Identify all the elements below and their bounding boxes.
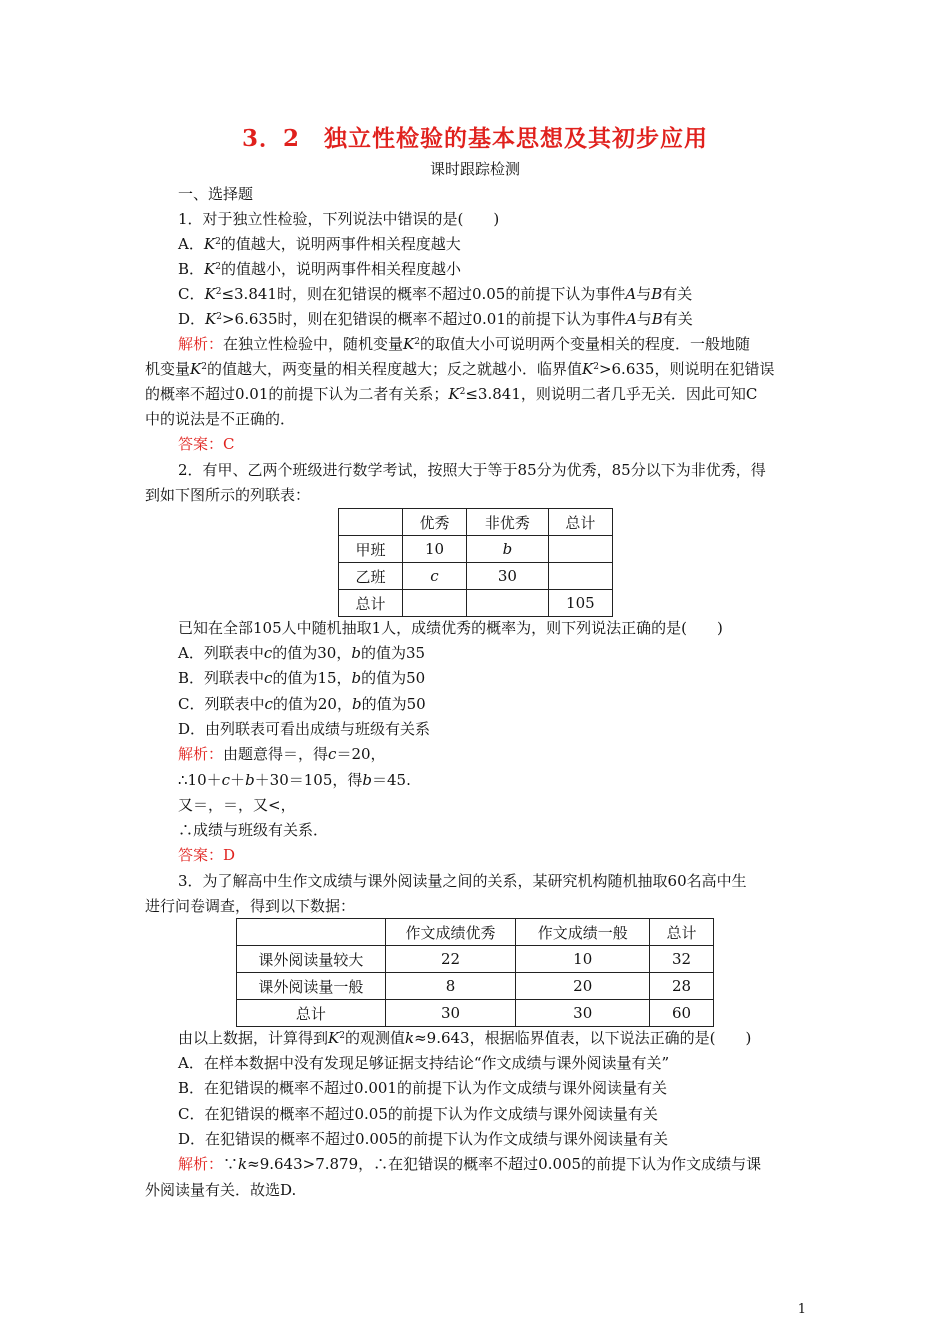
table-cell: [402, 590, 466, 617]
table-cell: [548, 563, 612, 590]
q3-stem-line-3: 由以上数据，计算得到$K^2$的观测值k≈9.643，根据临界值表，以下说法正确的是( ): [178, 1029, 752, 1047]
q2-stem-line-2: 到如下图所示的列联表：: [145, 486, 311, 504]
q2-option-b: B．列联表中c的值为15，b的值为50: [178, 669, 426, 687]
table-cell: [548, 536, 612, 563]
q2-option-a: A．列联表中c的值为30，b的值为35: [178, 644, 426, 662]
table-cell: 22: [385, 946, 516, 973]
table-cell: 10: [516, 946, 650, 973]
q1-stem: 1．对于独立性检验，下列说法中错误的是( ): [178, 210, 500, 228]
table-row: [339, 536, 613, 563]
table-row: [339, 563, 613, 590]
table-cell: b: [467, 536, 549, 563]
q1-analysis-line-4: 中的说法是不正确的．: [145, 410, 296, 428]
page-subtitle: 课时跟踪检测: [429, 160, 520, 178]
table-cell: [467, 590, 549, 617]
table-cell: 105: [548, 590, 612, 617]
q3-analysis-line-1: 解析：∵k≈9.643>7.879，∴在犯错误的概率不超过0.005的前提下认为作文成绩与课: [178, 1155, 762, 1173]
q3-option-a: A．在样本数据中没有发现足够证据支持结论“作文成绩与课外阅读量有关”: [178, 1054, 670, 1072]
table-cell: 60: [650, 1000, 714, 1027]
table-row: [237, 1000, 714, 1027]
table-row: [339, 590, 613, 617]
table-cell: 课外阅读量较大: [237, 946, 386, 973]
page-number: 1: [797, 1302, 806, 1317]
q1-option-a: A．$K^2$的值越大，说明两事件相关程度越大: [178, 235, 461, 253]
q1-answer: 答案：C: [178, 435, 235, 453]
table-cell: 30: [385, 1000, 516, 1027]
table-cell: 总计: [339, 590, 403, 617]
table-cell: 32: [650, 946, 714, 973]
q2-analysis-line-2: ∴10＋c＋b＋30＝105，得b＝45.: [178, 771, 411, 789]
table-cell: 28: [650, 973, 714, 1000]
page-title: 3．2 独立性检验的基本思想及其初步应用: [241, 125, 708, 152]
q1-analysis-line-2: 机变量$K^2$的值越大，两变量的相关程度越大；反之就越小．临界值$K^2>6.635$，则说明在犯错误: [145, 360, 775, 378]
q1-option-b: B．$K^2$的值越小，说明两事件相关程度越小: [178, 260, 461, 278]
table-cell: 总计: [548, 509, 612, 536]
table-cell: 10: [402, 536, 466, 563]
q3-option-c: C．在犯错误的概率不超过0.05的前提下认为作文成绩与课外阅读量有关: [178, 1105, 658, 1123]
q2-option-c: C．列联表中c的值为20，b的值为50: [178, 695, 426, 713]
q2-answer: 答案：D: [178, 846, 236, 864]
q2-stem-line-1: 2．有甲、乙两个班级进行数学考试，按照大于等于85分为优秀，85分以下为非优秀，得: [178, 461, 766, 479]
table-row: [237, 946, 714, 973]
q2-analysis-line-1: 解析：由题意得＝，得c＝20，: [178, 745, 386, 763]
q1-analysis-line-3: 的概率不超过0.01的前提下认为二者有关系；$K^2\le 3.841$，则说明二者几乎无关．因此可知C: [145, 385, 758, 403]
table-cell: 作文成绩优秀: [385, 919, 516, 946]
q3-data-table: [236, 918, 714, 1027]
table-cell: 优秀: [402, 509, 466, 536]
table-cell: 非优秀: [467, 509, 549, 536]
q1-option-d: D．$K^2>6.635$时，则在犯错误的概率不超过0.01的前提下认为事件A与B有关: [178, 310, 693, 328]
q2-analysis-line-3: 又＝，＝，又<，: [178, 796, 296, 814]
table-cell: 课外阅读量一般: [237, 973, 386, 1000]
q2-option-d: D．由列联表可看出成绩与班级有关系: [178, 720, 431, 738]
table-cell: 总计: [650, 919, 714, 946]
section-heading: 一、选择题: [178, 185, 254, 203]
table-cell: 乙班: [339, 563, 403, 590]
q1-option-c: C．$K^2\le 3.841$时，则在犯错误的概率不超过0.05的前提下认为事件A与B有关: [178, 285, 693, 303]
q3-analysis-line-2: 外阅读量有关．故选D.: [145, 1181, 297, 1199]
q2-analysis-line-4: ∴成绩与班级有关系．: [178, 821, 329, 839]
table-cell: 30: [467, 563, 549, 590]
table-cell: 30: [516, 1000, 650, 1027]
table-cell: 甲班: [339, 536, 403, 563]
q2-contingency-table: [338, 508, 613, 617]
table-cell: [339, 509, 403, 536]
table-row: [237, 919, 714, 946]
table-cell: 8: [385, 973, 516, 1000]
table-row: [237, 973, 714, 1000]
q3-option-b: B．在犯错误的概率不超过0.001的前提下认为作文成绩与课外阅读量有关: [178, 1079, 667, 1097]
table-cell: 20: [516, 973, 650, 1000]
table-cell: [237, 919, 386, 946]
table-cell: 总计: [237, 1000, 386, 1027]
q2-stem-line-3: 已知在全部105人中随机抽取1人，成绩优秀的概率为，则下列说法正确的是( ): [178, 619, 723, 637]
table-cell: 作文成绩一般: [516, 919, 650, 946]
q3-option-d: D．在犯错误的概率不超过0.005的前提下认为作文成绩与课外阅读量有关: [178, 1130, 668, 1148]
table-cell: c: [402, 563, 466, 590]
q1-analysis-line-1: 解析：在独立性检验中，随机变量$K^2$的取值大小可说明两个变量相关的程度．一般地随: [178, 335, 750, 353]
table-row: [339, 509, 613, 536]
q3-stem-line-1: 3．为了解高中生作文成绩与课外阅读量之间的关系，某研究机构随机抽取60名高中生: [178, 872, 747, 890]
q3-stem-line-2: 进行问卷调查，得到以下数据：: [145, 897, 356, 915]
